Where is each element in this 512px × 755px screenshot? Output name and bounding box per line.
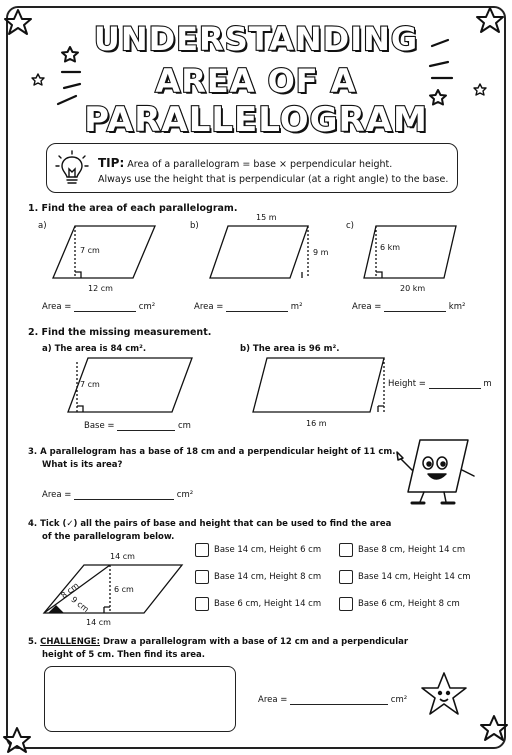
- option-checkbox-1[interactable]: [195, 543, 209, 557]
- q4-bottom: 14 cm: [86, 618, 111, 627]
- q1c-height: 6 km: [380, 243, 401, 252]
- q1b-base: 15 m: [256, 213, 277, 222]
- q2b-base: 16 m: [306, 419, 327, 428]
- option-checkbox-6[interactable]: [339, 597, 353, 611]
- area-label: Area =: [258, 695, 288, 705]
- q1a-base: 12 cm: [88, 284, 113, 293]
- q1b-letter: b): [190, 221, 199, 231]
- q1a-letter: a): [38, 221, 47, 231]
- option-checkbox-4[interactable]: [339, 570, 353, 584]
- q1c-base: 20 km: [400, 284, 426, 293]
- q4-top: 14 cm: [110, 552, 135, 561]
- unit: m²: [290, 302, 303, 312]
- tip-line-2: Always use the height that is perpendicular (at a right angle) to the base.: [98, 174, 449, 185]
- tip-label: TIP:: [98, 156, 125, 170]
- q3-line-1: 3. A parallelogram has a base of 18 cm and a perpendicular height of 11 cm.: [28, 447, 396, 457]
- title-line-1: UNDERSTANDING: [93, 20, 419, 58]
- tip-text-1: Area of a parallelogram = base × perpendicular height.: [127, 159, 393, 170]
- area-label: Area =: [352, 302, 382, 312]
- q4-slant-1: 8 cm: [59, 580, 81, 601]
- area-label: Area =: [42, 302, 72, 312]
- area-label: Area =: [42, 490, 72, 500]
- q5-line-1: [28, 637, 408, 647]
- option-checkbox-5[interactable]: [195, 597, 209, 611]
- q2-heading: 2. Find the missing measurement.: [28, 327, 212, 338]
- unit: cm: [177, 421, 191, 431]
- q5-answer: [258, 694, 407, 705]
- option-label-4: Base 14 cm, Height 14 cm: [358, 572, 471, 582]
- option-label-6: Base 6 cm, Height 8 cm: [358, 599, 460, 609]
- q4-line-1: 4. Tick (✓) all the pairs of base and height that can be used to find the area: [28, 519, 392, 529]
- q1b-height: 9 m: [313, 248, 329, 257]
- option-checkbox-2[interactable]: [339, 543, 353, 557]
- option-label-3: Base 14 cm, Height 8 cm: [214, 572, 322, 582]
- q3-line-2: What is its area?: [42, 460, 123, 470]
- q4-line-2: of the parallelogram below.: [42, 532, 175, 542]
- unit: km²: [448, 302, 466, 312]
- q1a-height: 7 cm: [80, 246, 100, 255]
- q4-height: 6 cm: [114, 585, 134, 594]
- unit: cm²: [176, 490, 194, 500]
- base-label: Base =: [84, 421, 115, 431]
- q2a-height: 7 cm: [80, 380, 100, 389]
- unit: m: [483, 379, 492, 389]
- q5-line-2: height of 5 cm. Then find its area.: [42, 650, 206, 660]
- option-label-1: Base 14 cm, Height 6 cm: [214, 545, 322, 555]
- q2b-prompt: b) The area is 96 m².: [240, 344, 340, 354]
- q5-number: 5.: [28, 637, 38, 647]
- unit: cm²: [138, 302, 156, 312]
- option-label-5: Base 6 cm, Height 14 cm: [214, 599, 322, 609]
- option-label-2: Base 8 cm, Height 14 cm: [358, 545, 466, 555]
- area-label: Area =: [194, 302, 224, 312]
- q4-slant-2: 9 cm: [69, 594, 91, 615]
- option-checkbox-3[interactable]: [195, 570, 209, 584]
- q5-answer-blank[interactable]: [290, 694, 388, 705]
- title-line-2: AREA OF A: [155, 62, 357, 100]
- height-label: Height =: [388, 379, 426, 389]
- q2a-prompt: a) The area is 84 cm².: [42, 344, 147, 354]
- q5-text-1: Draw a parallelogram with a base of 12 cm and a perpendicular: [100, 637, 409, 647]
- q1-heading: 1. Find the area of each parallelogram.: [28, 203, 238, 214]
- q1c-letter: c): [346, 221, 354, 231]
- challenge-label: CHALLENGE:: [40, 637, 100, 647]
- unit: cm²: [390, 695, 408, 705]
- title-line-3: PARALLELOGRAM: [84, 100, 428, 140]
- drawing-box[interactable]: [44, 666, 236, 732]
